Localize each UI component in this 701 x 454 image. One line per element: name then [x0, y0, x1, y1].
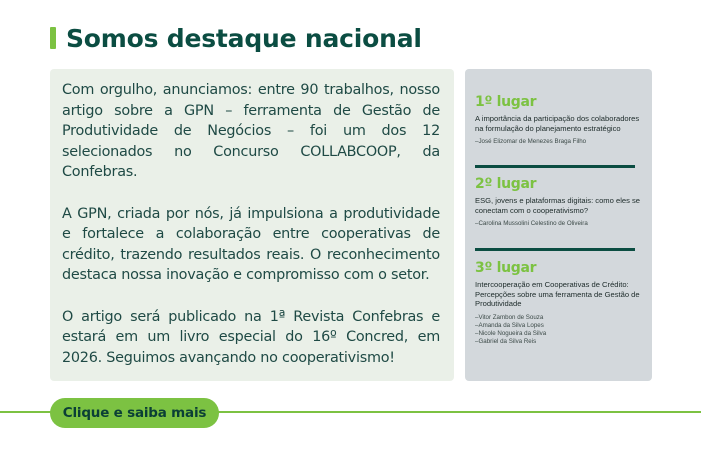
- ranking-item-3: [475, 259, 645, 346]
- learn-more-button[interactable]: Clique e saiba mais: [50, 398, 219, 428]
- ranking-author-3c: –Nicole Nogueira da Silva: [475, 329, 547, 337]
- intro-paragraph-1: Com orgulho, anunciamos: entre 90 trabalhos, nosso artigo sobre a GPN – ferramenta de Gestão de Produtividade de Negócios – foi um dos 12 selecionados no Concurso COLLABCOOP, da Confebras.: [62, 82, 440, 180]
- ranking-author-3b: –Amanda da Silva Lopes: [475, 321, 544, 329]
- ranking-panel: [465, 69, 652, 381]
- page-title: Somos destaque nacional: [66, 23, 422, 53]
- ranking-divider-2: [475, 248, 635, 251]
- ranking-author-2: –Carolina Mussolini Celestino de Oliveira: [475, 220, 588, 228]
- ranking-author-3a: –Vitor Zambon de Souza: [475, 313, 544, 321]
- ranking-work-title-2: ESG, jovens e plataformas digitais: como eles se conectam com o cooperativismo?: [475, 196, 641, 215]
- ranking-work-title-1: A importância da participação dos colaboradores na formulação do planejamento estratégico: [475, 114, 640, 133]
- ranking-authors-3: [475, 314, 645, 346]
- ranking-work-title-3: Intercooperação em Cooperativas de Crédito: Percepções sobre uma ferramenta de Gestão de Produtividade: [475, 280, 640, 309]
- ranking-item-1: [475, 93, 645, 146]
- intro-paragraph-3: O artigo será publicado na 1ª Revista Confebras e estará em um livro especial do 16º Concred, em 2026. Seguimos avançando no cooperativismo!: [62, 308, 440, 366]
- ranking-place-3: 3º lugar: [475, 260, 537, 276]
- ranking-item-2: [475, 175, 645, 228]
- intro-paragraph-2: A GPN, criada por nós, já impulsiona a produtividade e fortalece a colaboração entre cooperativas de crédito, trazendo resultados reais. O reconhecimento destaca nossa inovação e compromisso com o setor.: [62, 205, 440, 283]
- heading-accent-bar: [50, 27, 56, 49]
- announcement-text-panel: [50, 69, 454, 381]
- ranking-author-1: –José Elizomar de Menezes Braga Filho: [475, 138, 587, 146]
- ranking-divider-1: [475, 165, 635, 168]
- ranking-place-1: 1º lugar: [475, 94, 537, 110]
- ranking-author-3d: –Gabriel da Silva Reis: [475, 337, 537, 345]
- ranking-place-2: 2º lugar: [475, 176, 537, 192]
- page-heading: [50, 20, 422, 56]
